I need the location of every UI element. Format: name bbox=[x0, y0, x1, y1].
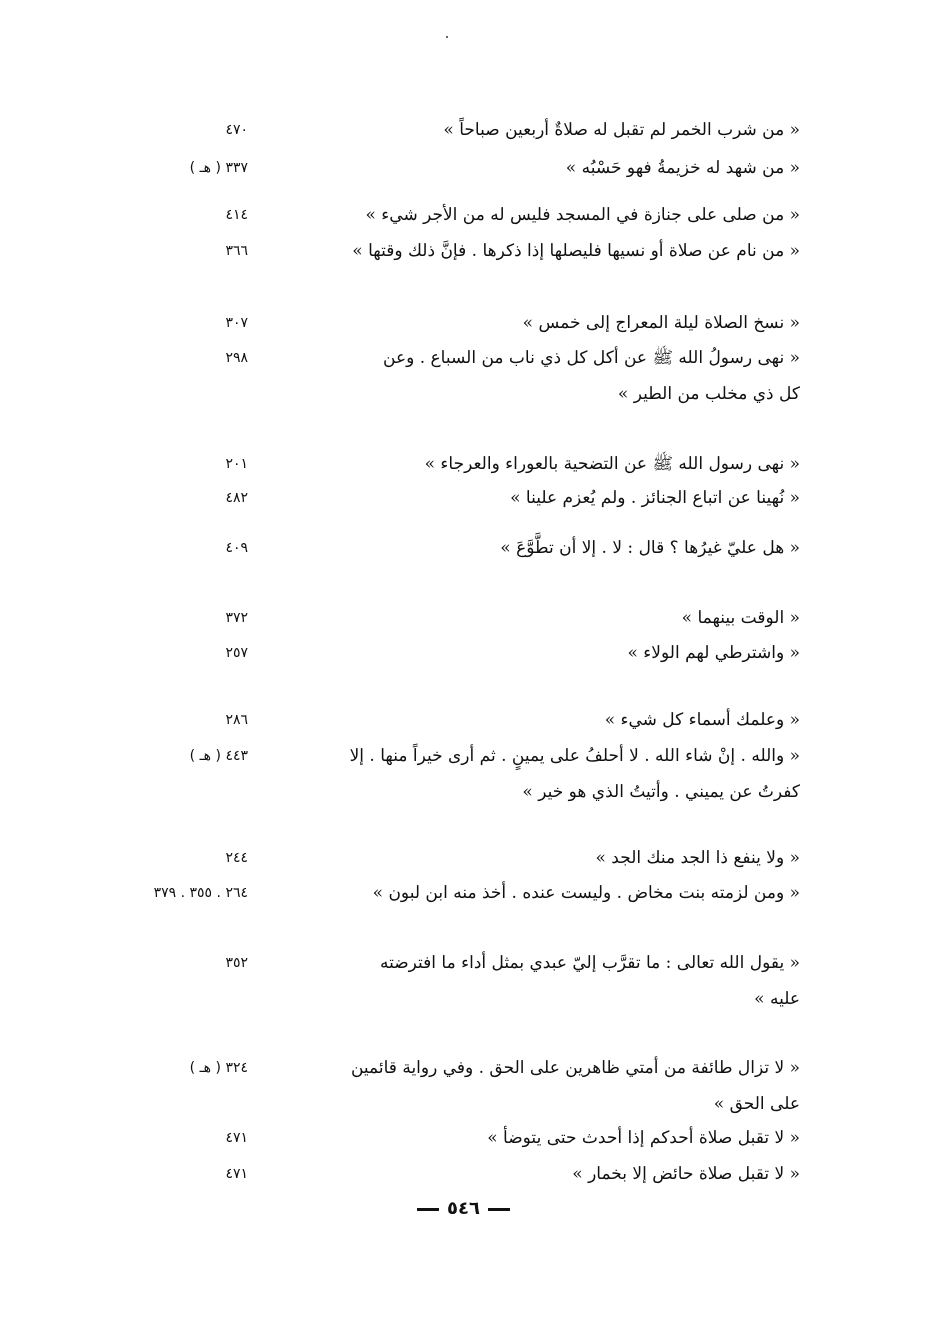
hadith-text: « لا تزال طائفة من أمتي ظاهرين على الحق . وفي رواية قائمين bbox=[350, 1058, 800, 1078]
index-entry bbox=[100, 945, 820, 1017]
page-reference: ٤٧١ bbox=[225, 1130, 248, 1146]
index-entry bbox=[100, 340, 820, 412]
hadith-text: « من شرب الخمر لم تقبل له صلاةٌ أربعين صباحاً » bbox=[443, 120, 800, 140]
page-reference: ٢٤٤ bbox=[225, 850, 248, 866]
entry-line bbox=[100, 1086, 820, 1122]
footer-dash-right bbox=[488, 1208, 510, 1211]
hadith-text: « وعلمك أسماء كل شيء » bbox=[604, 710, 800, 730]
entry-line bbox=[100, 305, 820, 341]
page-reference: ٣٥٢ bbox=[225, 955, 248, 971]
hadith-text: عليه » bbox=[754, 989, 800, 1009]
entry-line bbox=[100, 530, 820, 566]
hadith-text: « لا تقبل صلاة أحدكم إذا أحدث حتى يتوضأ » bbox=[487, 1128, 800, 1148]
page-reference: ٤٠٩ bbox=[225, 540, 248, 556]
hadith-text: « الوقت بينهما » bbox=[681, 608, 800, 628]
entry-line bbox=[100, 150, 820, 186]
page-reference: ٤٧١ bbox=[225, 1166, 248, 1182]
entry-line bbox=[100, 340, 820, 376]
hadith-text: كل ذي مخلب من الطير » bbox=[617, 384, 800, 404]
hadith-text: « يقول الله تعالى : ما تقرَّب إليّ عبدي بمثل أداء ما افترضته bbox=[379, 953, 800, 973]
entry-line bbox=[100, 875, 820, 911]
hadith-text: « نهى رسول الله ﷺ عن التضحية بالعوراء والعرجاء » bbox=[424, 454, 800, 474]
entry-line bbox=[100, 1156, 820, 1192]
entry-line bbox=[100, 1120, 820, 1156]
hadith-text: على الحق » bbox=[713, 1094, 800, 1114]
index-entry bbox=[100, 840, 820, 876]
page-reference: ٢٥٧ bbox=[225, 645, 248, 661]
entry-line bbox=[100, 702, 820, 738]
index-entry bbox=[100, 1050, 820, 1122]
index-entry bbox=[100, 233, 820, 269]
hadith-text: « والله . إنْ شاء الله . لا أحلفُ على يمينٍ . ثم أرى خيراً منها . إلا bbox=[349, 746, 800, 766]
entry-line bbox=[100, 1050, 820, 1086]
index-entry bbox=[100, 702, 820, 738]
index-entry bbox=[100, 530, 820, 566]
entry-line bbox=[100, 774, 820, 810]
page-reference: ٣٠٧ bbox=[225, 315, 248, 331]
index-entry bbox=[100, 305, 820, 341]
hadith-text: « ولا ينفع ذا الجد منك الجد » bbox=[595, 848, 800, 868]
index-entry bbox=[100, 738, 820, 810]
hadith-text: « نُهينا عن اتباع الجنائز . ولم يُعزم علينا » bbox=[510, 488, 800, 508]
entry-line bbox=[100, 112, 820, 148]
entry-line bbox=[100, 376, 820, 412]
page-reference: ٤٤٣ ( هـ ) bbox=[189, 748, 248, 764]
entry-line bbox=[100, 480, 820, 516]
index-entry bbox=[100, 1156, 820, 1192]
page-reference: ٢٨٦ bbox=[225, 712, 248, 728]
hadith-text: « واشترطي لهم الولاء » bbox=[627, 643, 800, 663]
hadith-text: « من نام عن صلاة أو نسيها فليصلها إذا ذكرها . فإنَّ ذلك وقتها » bbox=[352, 241, 800, 261]
page-reference: ٣٦٦ bbox=[225, 243, 248, 259]
page-reference: ٤١٤ bbox=[225, 207, 248, 223]
entry-line bbox=[100, 197, 820, 233]
page-reference: ٣٣٧ ( هـ ) bbox=[189, 160, 248, 176]
index-entry bbox=[100, 197, 820, 233]
hadith-text: « ومن لزمته بنت مخاض . وليست عنده . أخذ منه ابن لبون » bbox=[372, 883, 800, 903]
hadith-text: « نسخ الصلاة ليلة المعراج إلى خمس » bbox=[522, 313, 800, 333]
index-entry bbox=[100, 446, 820, 482]
page-reference: ٢٩٨ bbox=[225, 350, 248, 366]
hadith-text: « من صلى على جنازة في المسجد فليس له من الأجر شيء » bbox=[365, 205, 800, 225]
hadith-text: « لا تقبل صلاة حائض إلا بخمار » bbox=[572, 1164, 800, 1184]
entry-line bbox=[100, 738, 820, 774]
index-entry bbox=[100, 635, 820, 671]
entry-line bbox=[100, 635, 820, 671]
page-number: ٥٤٦ bbox=[447, 1198, 480, 1219]
footer-dash-left bbox=[417, 1208, 439, 1211]
page-reference: ٢٠١ bbox=[225, 456, 248, 472]
page-mark bbox=[446, 36, 448, 38]
hadith-text: « هل عليّ غيرُها ؟ قال : لا . إلا أن تطَّوَّعَ » bbox=[500, 538, 800, 558]
index-entry bbox=[100, 112, 820, 148]
page-reference: ٣٧٢ bbox=[225, 610, 248, 626]
page-reference: ٣٢٤ ( هـ ) bbox=[189, 1060, 248, 1076]
entry-line bbox=[100, 446, 820, 482]
index-entry bbox=[100, 600, 820, 636]
entry-line bbox=[100, 233, 820, 269]
page-reference: ٢٦٤ . ٣٥٥ . ٣٧٩ bbox=[153, 885, 248, 901]
hadith-text: « نهى رسولُ الله ﷺ عن أكل كل ذي ناب من السباع . وعن bbox=[383, 348, 800, 368]
index-entry bbox=[100, 1120, 820, 1156]
index-entry bbox=[100, 875, 820, 911]
hadith-text: كفرتُ عن يميني . وأتيتُ الذي هو خير » bbox=[522, 782, 800, 802]
index-entry bbox=[100, 480, 820, 516]
index-entry bbox=[100, 150, 820, 186]
entry-line bbox=[100, 840, 820, 876]
entry-line bbox=[100, 945, 820, 981]
entry-line bbox=[100, 981, 820, 1017]
hadith-text: « من شهد له خزيمةُ فهو حَسْبُه » bbox=[565, 158, 800, 178]
page-reference: ٤٧٠ bbox=[225, 122, 248, 138]
page-reference: ٤٨٢ bbox=[225, 490, 248, 506]
entry-line bbox=[100, 600, 820, 636]
page-footer bbox=[0, 1198, 927, 1219]
